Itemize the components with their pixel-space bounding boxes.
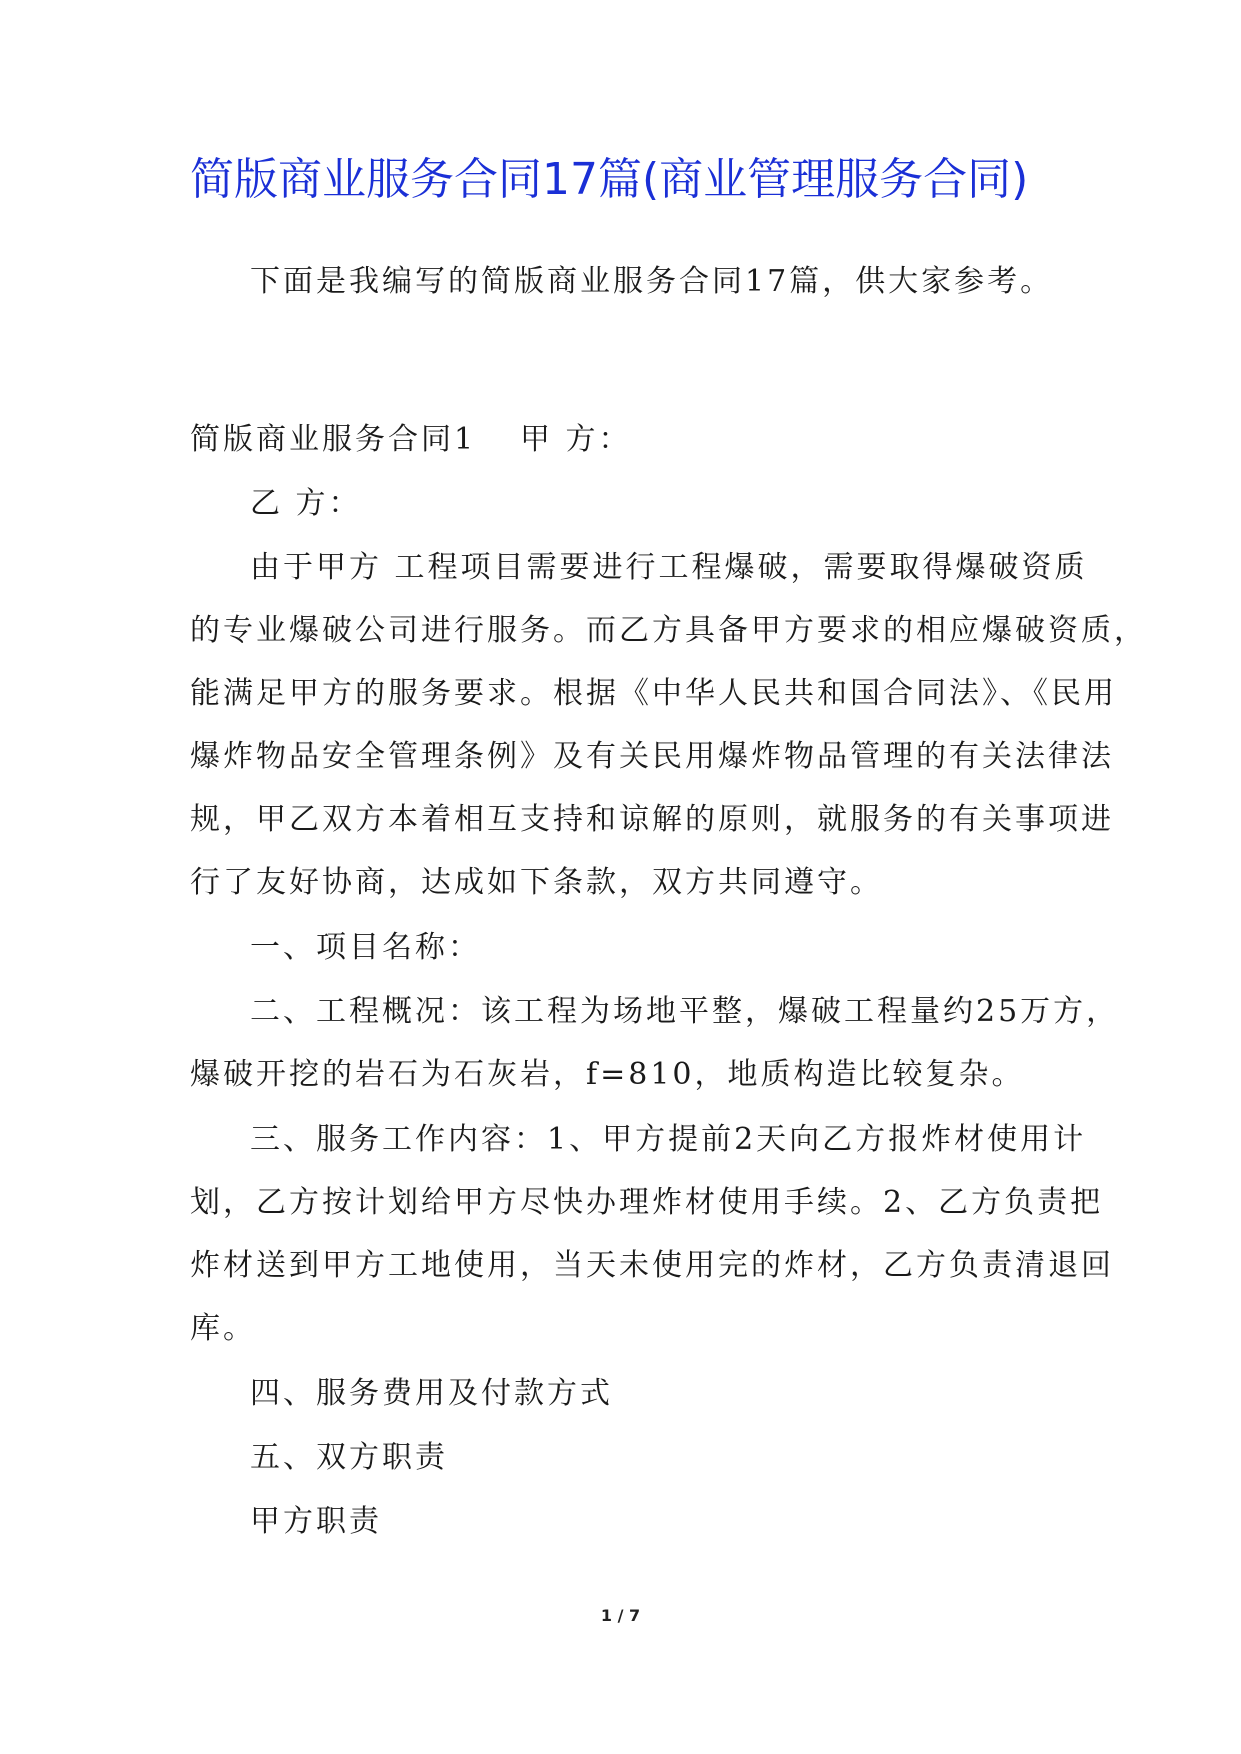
document-title: 简版商业服务合同17篇(商业管理服务合同) <box>190 154 1029 205</box>
item-service-line: 划，乙方按计划给甲方尽快办理炸材使用手续。2、乙方负责把 <box>190 1185 1104 1220</box>
paragraph-line: 爆炸物品安全管理条例》及有关民用爆炸物品管理的有关法律法 <box>190 739 1114 774</box>
intro-text: 下面是我编写的简版商业服务合同17篇，供大家参考。 <box>250 264 1054 299</box>
paragraph-line: 行了友好协商，达成如下条款，双方共同遵守。 <box>190 865 883 900</box>
item-service-line: 库。 <box>190 1311 256 1346</box>
item-service-line: 三、服务工作内容：1、甲方提前2天向乙方报炸材使用计 <box>250 1122 1087 1157</box>
item-project-name: 一、项目名称： <box>250 930 481 965</box>
paragraph-line: 能满足甲方的服务要求。根据《中华人民共和国合同法》、《民用 <box>190 676 1117 711</box>
paragraph-line: 由于甲方 工程项目需要进行工程爆破，需要取得爆破资质 <box>250 550 1088 585</box>
item-duties: 五、双方职责 <box>250 1440 448 1475</box>
party-a-label: 甲 方： <box>520 422 632 457</box>
paragraph-line: 规，甲乙双方本着相互支持和谅解的原则，就服务的有关事项进 <box>190 802 1114 837</box>
item-fees: 四、服务费用及付款方式 <box>250 1376 613 1411</box>
item-overview-line: 爆破开挖的岩石为石灰岩，f=810，地质构造比较复杂。 <box>190 1057 1025 1092</box>
page-number: 1 / 7 <box>600 1606 641 1625</box>
party-a-duties: 甲方职责 <box>250 1504 382 1539</box>
party-b-label: 乙 方： <box>250 486 362 521</box>
item-service-line: 炸材送到甲方工地使用，当天未使用完的炸材，乙方负责清退回 <box>190 1248 1114 1283</box>
paragraph-line: 的专业爆破公司进行服务。而乙方具备甲方要求的相应爆破资质， <box>190 613 1147 648</box>
section-heading: 简版商业服务合同1 <box>190 422 477 457</box>
item-overview-line: 二、工程概况：该工程为场地平整，爆破工程量约25万方， <box>250 994 1120 1029</box>
